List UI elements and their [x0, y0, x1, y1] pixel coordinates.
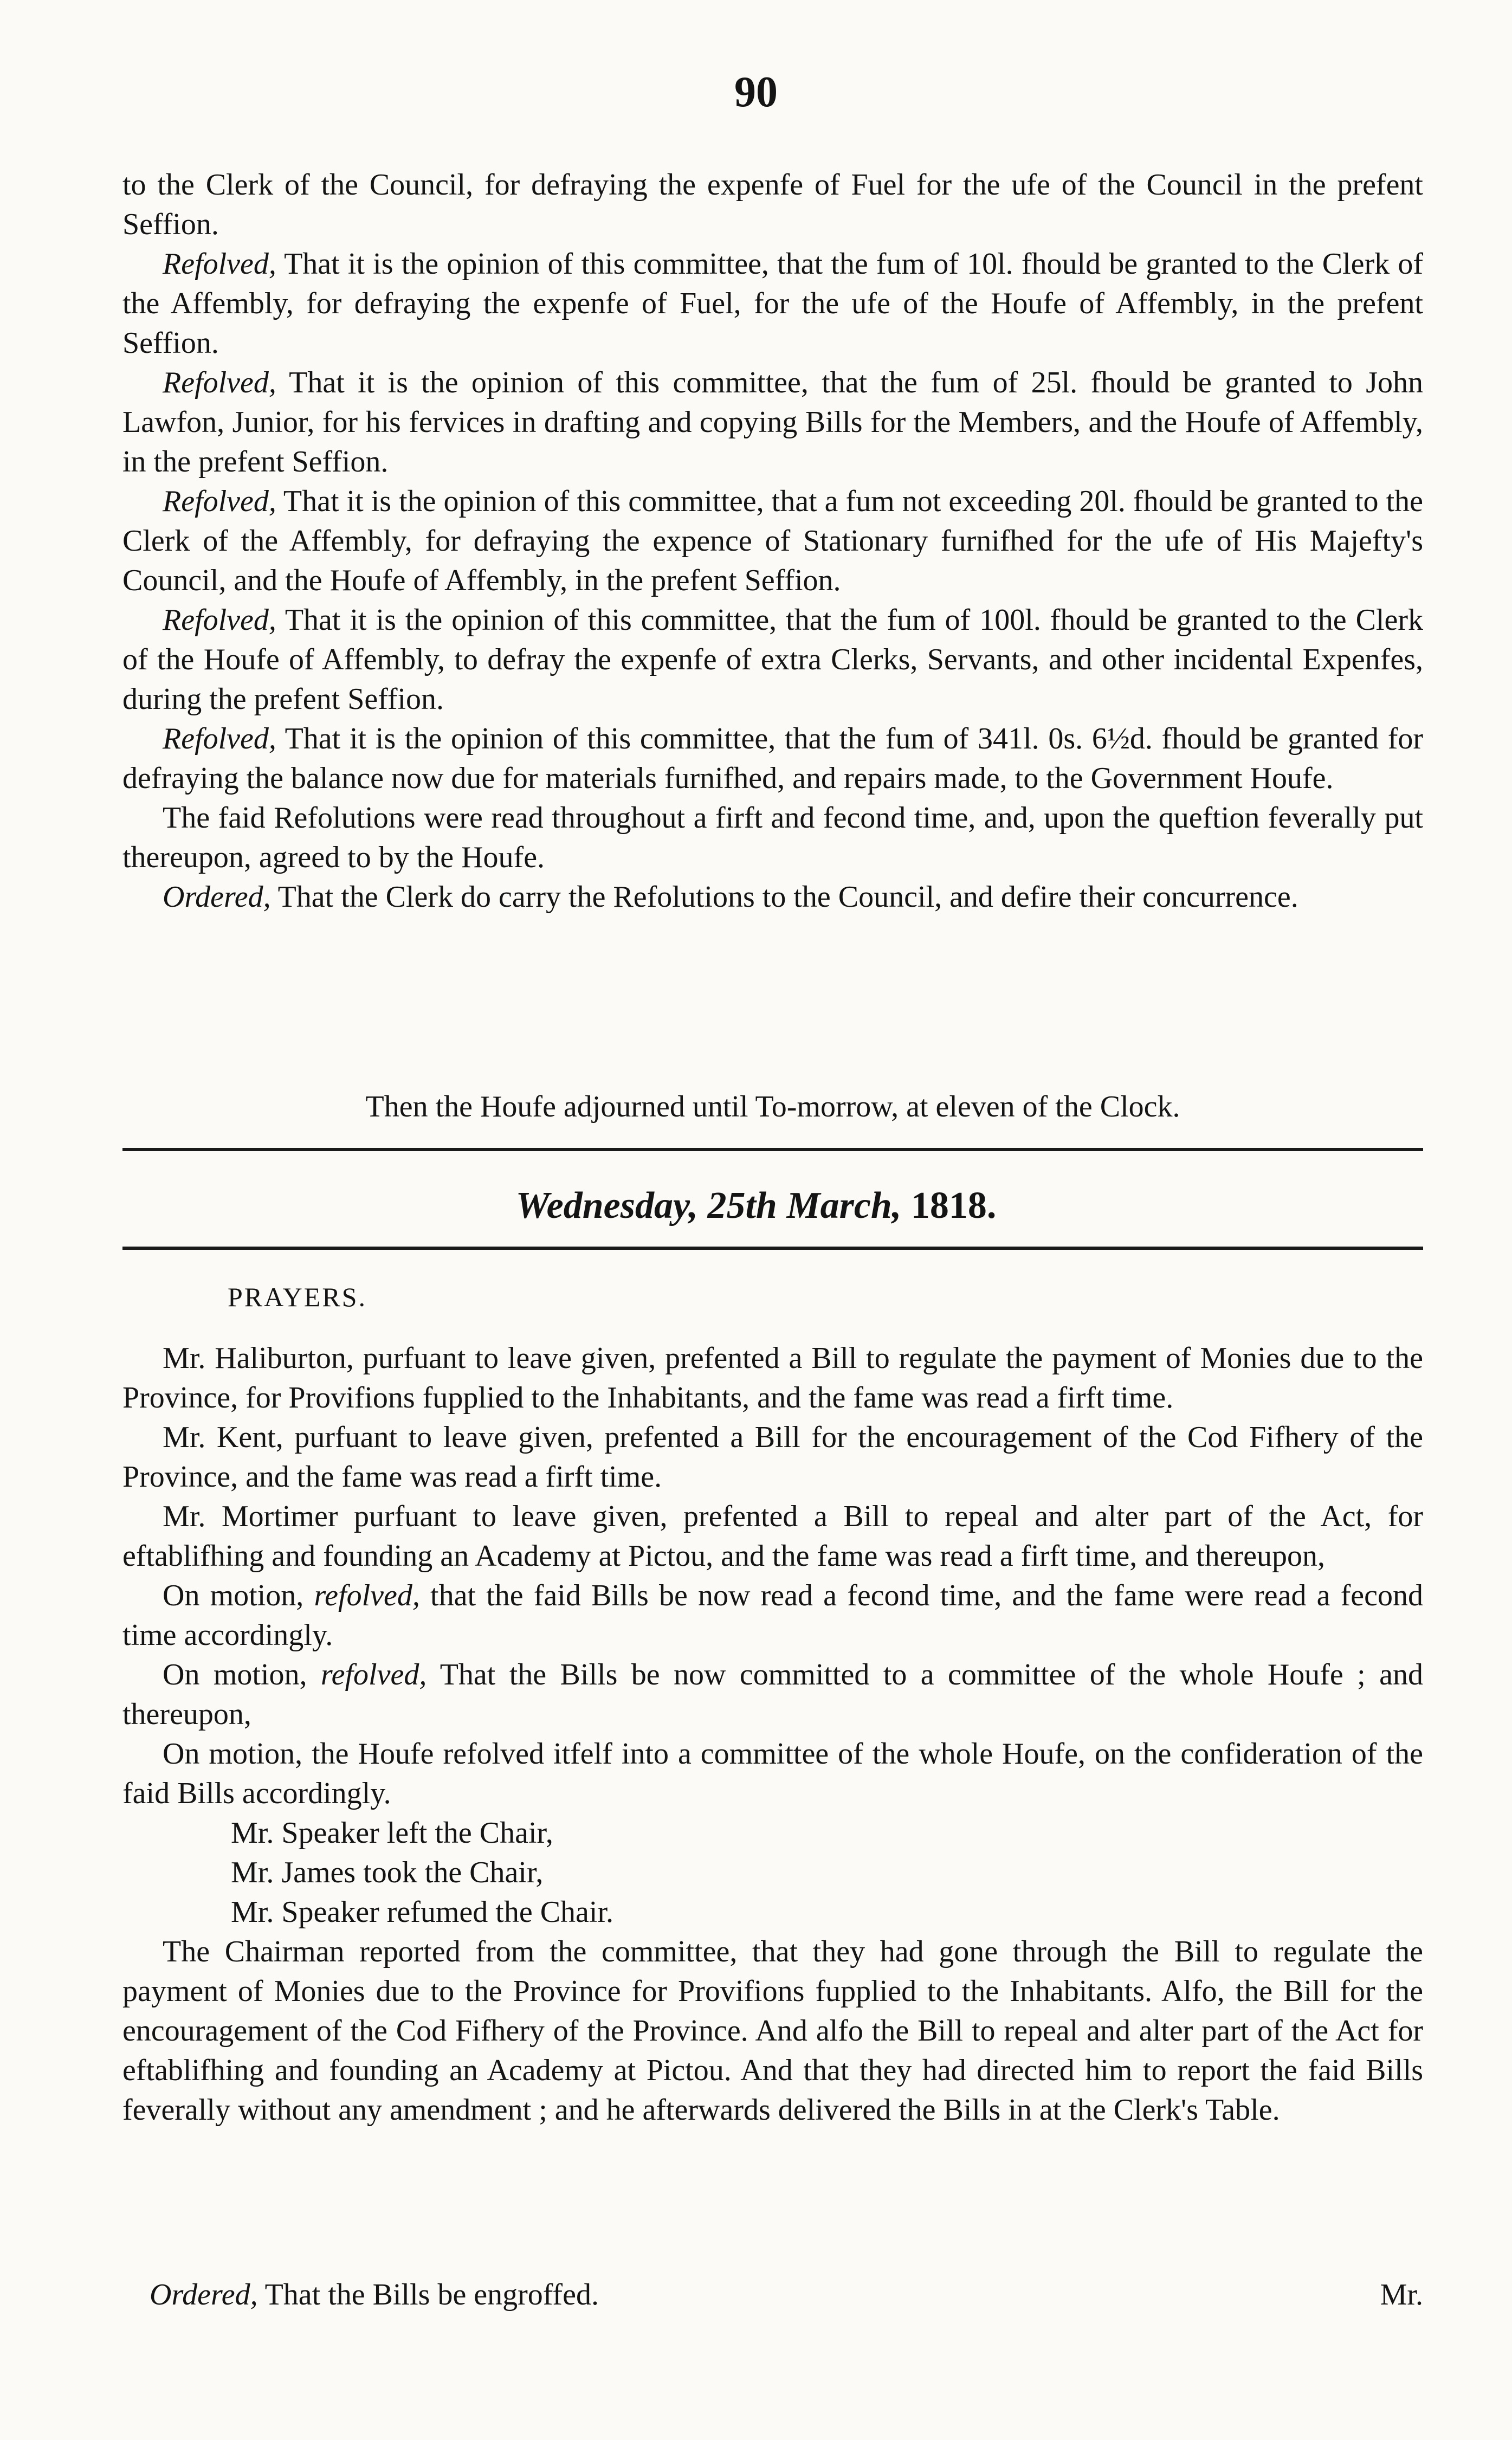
paragraph [122, 798, 1423, 877]
chair-line: Mr. James took the Chair, [231, 1856, 544, 1889]
adjournment-block [122, 1087, 1423, 1127]
paragraph-text: That it is the opinion of this committee, that a fum not exceeding 20l. fhould be granted to the Clerk of the Affembly, for defraying the expence of Stationary furnifhed for the ufe of His Majefty's Council, and the Houfe of Affembly, in the prefent Seffion. [122, 485, 1423, 597]
resolutions-section [122, 165, 1423, 917]
date-heading [0, 1187, 1512, 1225]
catchword: Mr. [1380, 2278, 1423, 2312]
chairman-report: The Chairman reported from the committee, that they had gone through the Bill to regulate the payment of Monies due to the Province for Provifions fupplied to the Inhabitants. Alfo, the Bill for the encouragement of the Cod Fifhery of the Province. And alfo the Bill to repeal and alter part of the Act for eftablifhing and founding an Academy at Pictou. And that they had directed him to report the faid Bills feverally without any amendment ; and he afterwards delivered the Bills in at the Clerk's Table. [122, 1935, 1423, 2127]
paragraph-text: That the Clerk do carry the Refolutions to the Council, and defire their concurrence. [270, 880, 1298, 914]
paragraph [122, 601, 1423, 719]
paragraph-text: That it is the opinion of this committee, that the fum of 25l. fhould be granted to John Lawfon, Junior, for his fervices in drafting and copying Bills for the Members, and the Houfe of Affembly, in the prefent Seffion. [122, 366, 1423, 479]
paragraph [122, 244, 1423, 363]
paragraph [122, 363, 1423, 482]
paragraph [122, 1497, 1423, 1576]
paragraph [122, 1734, 1423, 1813]
paragraph-text: Mr. Mortimer purfuant to leave given, prefented a Bill to repeal and alter part of the Act, for eftablifhing and founding an Academy at Pictou, and the fame was read a firft time, and thereupon, [122, 1500, 1423, 1573]
adjournment-text: Then the Houfe adjourned until To-morrow, at eleven of the Clock. [365, 1090, 1180, 1124]
paragraph [122, 482, 1423, 601]
date-day: Wednesday, 25th March, [515, 1185, 902, 1227]
paragraph [122, 877, 1423, 917]
paragraph-lead-plain: On motion, [163, 1658, 321, 1692]
paragraph-text: that the faid Bills be now read a fecond time, and the fame were read a fecond time accordingly. [122, 1579, 1424, 1652]
paragraph-text: The faid Refolutions were read throughout a firft and fecond time, and, upon the queftion feverally put thereupon, agreed to by the Houfe. [122, 801, 1423, 874]
proceedings-section [122, 1339, 1423, 2130]
paragraph-text: Mr. Kent, purfuant to leave given, prefented a Bill for the encouragement of the Cod Fifhery of the Province, and the fame was read a firft time. [122, 1421, 1423, 1494]
final-order-text: That the Bills be engroffed. [257, 2278, 599, 2312]
paragraph [122, 1655, 1423, 1734]
paragraph-lead: Refolved, [163, 722, 276, 756]
paragraph-text: That it is the opinion of this committee, that the fum of 100l. fhould be granted to the Clerk of the Houfe of Affembly, to defray the expenfe of extra Clerks, Servants, and other incidental Expenfes, during the prefent Seffion. [122, 603, 1423, 716]
paragraph [122, 1418, 1423, 1497]
paragraph-text: That it is the opinion of this committee, that the fum of 10l. fhould be granted to the Clerk of the Affembly, for defraying the expenfe of Fuel, for the ufe of the Houfe of Affembly, in the prefent Seffion. [122, 247, 1423, 360]
page-number: 90 [734, 68, 778, 116]
final-order [150, 2275, 599, 2315]
paragraph-lead: Refolved, [163, 603, 276, 637]
paragraph-lead: Ordered, [163, 880, 271, 914]
prayers-label: PRAYERS. [228, 1282, 367, 1312]
paragraph-lead: Refolved, [163, 485, 276, 518]
paragraph [122, 719, 1423, 798]
paragraph [122, 165, 1423, 244]
chair-line: Mr. Speaker left the Chair, [231, 1816, 553, 1850]
paragraph-lead-plain: On motion, [163, 1579, 314, 1612]
paragraph-text: That it is the opinion of this committee, that the fum of 341l. 0s. 6½d. fhould be granted for defraying the balance now due for materials furnifhed, and repairs made, to the Government Houfe. [122, 722, 1423, 795]
section-divider-top [122, 1148, 1423, 1151]
paragraph [122, 1576, 1423, 1655]
paragraph-lead: Refolved, [163, 366, 276, 399]
paragraph [122, 1339, 1423, 1418]
section-divider-bottom [122, 1247, 1423, 1250]
date-year: 1818. [910, 1185, 997, 1227]
paragraph-text: That the Bills be now committed to a committee of the whole Houfe ; and thereupon, [122, 1658, 1423, 1731]
paragraph-text: On motion, the Houfe refolved itfelf into a committee of the whole Houfe, on the confideration of the faid Bills accordingly. [122, 1737, 1423, 1810]
final-order-lead: Ordered, [150, 2278, 258, 2312]
paragraph-lead: refolved, [314, 1579, 420, 1612]
paragraph-text: to the Clerk of the Council, for defraying the expenfe of Fuel for the ufe of the Council in the prefent Seffion. [122, 168, 1423, 241]
final-order-line [122, 2275, 1423, 2315]
chair-line: Mr. Speaker refumed the Chair. [231, 1895, 614, 1929]
paragraph-lead: Refolved, [163, 247, 276, 281]
paragraph-lead: refolved, [320, 1658, 427, 1692]
paragraph-text: Mr. Haliburton, purfuant to leave given, prefented a Bill to regulate the payment of Monies due to the Province, for Provifions fupplied to the Inhabitants, and the fame was read a firft time. [122, 1341, 1423, 1415]
